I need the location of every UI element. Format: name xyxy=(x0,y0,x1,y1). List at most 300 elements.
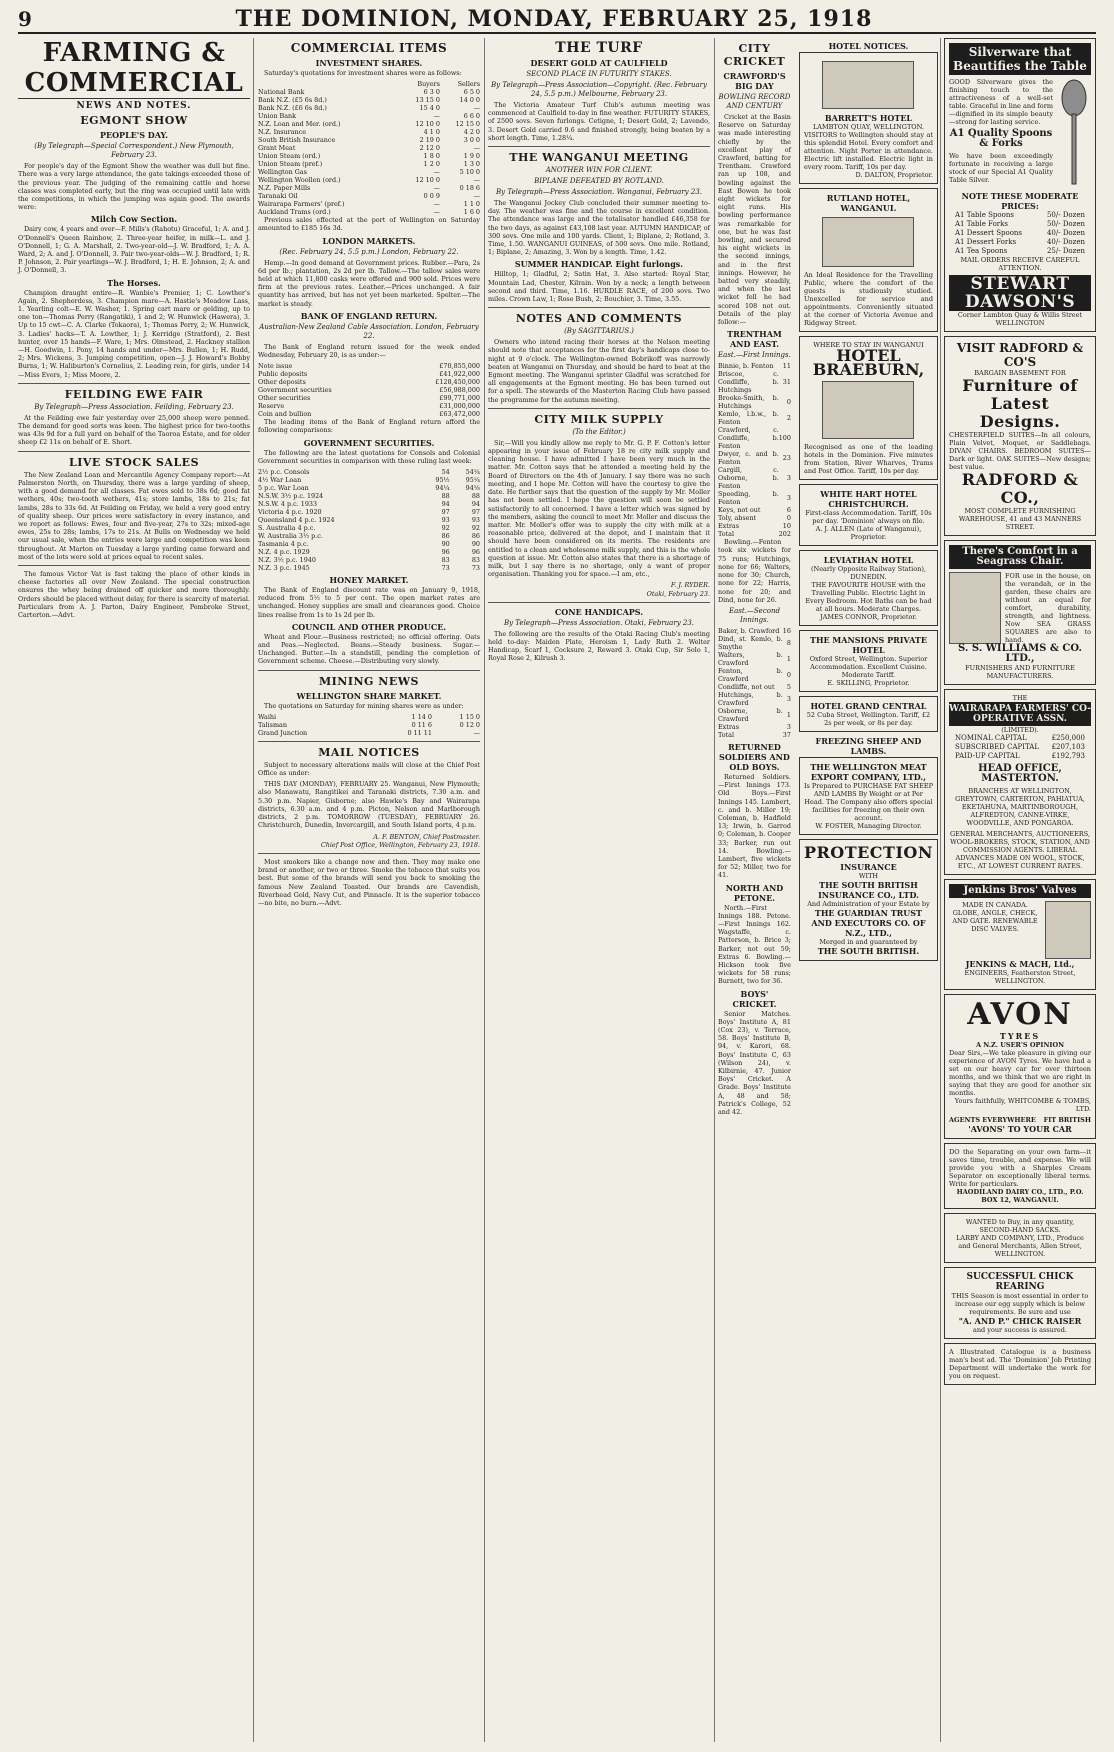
score-cell: Total xyxy=(718,530,735,539)
table-row xyxy=(258,394,480,402)
price-item-text: A1 Tea Spoons xyxy=(955,247,1008,255)
section-heading-hotels: HOTEL NOTICES. xyxy=(828,41,909,51)
govsec-cell: N.Z. 3½ p.c. 1940 xyxy=(258,556,316,565)
capital-item xyxy=(949,743,1091,752)
boe-cell: £63,472,000 xyxy=(439,410,480,419)
boe-cell: £99,771,000 xyxy=(439,394,480,403)
table-row xyxy=(718,466,791,490)
hotel-illustration xyxy=(822,61,914,109)
govsec-cell: 90 xyxy=(471,540,480,549)
article-byline: By Telegraph—Press Association—Copyright. (Rec. February 24, 5.5 p.m.) Melbourne, February 23. xyxy=(491,81,707,98)
capital-list xyxy=(949,734,1091,761)
score-cell: Crawford, c. Condliffe, b. Fenton xyxy=(718,426,779,451)
column-cricket xyxy=(718,38,938,1742)
price-item-text: A1 Table Forks xyxy=(955,220,1008,228)
table-row xyxy=(718,514,791,522)
article-text: The Victoria Amateur Turf Club's autumn meeting was commenced at Caulfield to-day in fine weather. FUTURITY STAKES, of 2500 sovs. Seven furlongs. Cetigne, 1; Desert Gold, 2; Lavendo, 3. Desert Gold carried 9.6 and finished strongly, being beaten by a short length. Time, 1.28¼. xyxy=(488,101,710,142)
investment-cell: 0 0 9 xyxy=(423,192,440,201)
govsec-cell: 97 xyxy=(471,508,480,517)
investment-cell: 15 4 0 xyxy=(419,104,440,113)
advert-mansions: THE MANSIONS PRIVATE HOTEL Oxford Street, Wellington. Superior Accommodation. Excellent Cuisine. Moderate Tariff. E. SKILLING, Proprietor. xyxy=(799,630,938,692)
score-cell: 10 xyxy=(782,522,791,531)
investment-cell: Grant Meat xyxy=(258,144,296,153)
table-row xyxy=(258,524,480,532)
mining-cell: 0 12 0 xyxy=(459,720,480,729)
article-byline: (By SAGITTARIUS.) xyxy=(564,327,634,336)
table-row xyxy=(718,723,791,731)
score-cell: Osborne, b. Crawford xyxy=(718,706,783,723)
article-byline: By Telegraph—Press Association. Otaki, February 23. xyxy=(503,618,695,627)
article-title-egmont: EGMONT SHOW xyxy=(80,114,188,128)
article-subtitle: (To the Editor.) xyxy=(572,427,626,436)
table-row xyxy=(258,96,480,104)
govsec-cell: 95¼ xyxy=(465,476,480,485)
table-row xyxy=(258,548,480,556)
section-subhead: GOVERNMENT SECURITIES. xyxy=(303,437,435,448)
investment-cell: 4 2 0 xyxy=(463,128,480,137)
article-text: THIS DAY (MONDAY), FEBRUARY 25. Wanganui, New Plymouth; also Manawatu, Rangitikei and Taranaki districts, 7.30 a.m. and 5.30 p.m. Napier, Gisborne; also Hawke's Bay and Wairarapa districts, 6.30 a.m. and 4 p.m. Picton, Nelson and Marlborough districts, 2 p.m. TOMORROW (TUESDAY), FEBRUARY 26. Christchurch, Dunedin, Invercargill, and South Island ports, 4 p.m. xyxy=(258,780,480,830)
article-title-commercial: COMMERCIAL ITEMS xyxy=(290,41,448,55)
hotel-illustration xyxy=(822,381,914,439)
govsec-cell: 2½ p.c. Consols xyxy=(258,468,310,477)
section-subhead: SUMMER HANDICAP. Eight furlongs. xyxy=(514,259,684,270)
article-title-cricket: CITY CRICKET xyxy=(723,42,786,68)
table-row xyxy=(258,476,480,484)
advert-chick-raiser: SUCCESSFUL CHICK REARING THIS Season is most essential in order to increase our egg supply which is below requirements. Be sure and use "A. AND P." CHICK RAISER and your success is assured. xyxy=(944,1267,1096,1339)
govsec-cell: 73 xyxy=(441,564,450,573)
govsec-cell: 94 xyxy=(471,500,480,509)
investment-cell: 1 3 0 xyxy=(463,160,480,169)
investment-cell: Taranaki Oil xyxy=(258,192,298,201)
table-row xyxy=(258,500,480,508)
table-row xyxy=(718,522,791,530)
investment-cell: Union Steam (pref.) xyxy=(258,160,323,169)
section-heading-farming: FARMING & COMMERCIAL xyxy=(18,38,250,99)
column-rule xyxy=(940,38,941,1742)
mining-table xyxy=(258,713,480,737)
table-row xyxy=(258,184,480,192)
advert-meat-export: THE WELLINGTON MEAT EXPORT COMPANY, LTD., Is Prepared to PURCHASE FAT SHEEP AND LAMBS By Weight or at Per Head. The Company also offers special facilities for freezing on their own account. W. FOSTER, Managing Director. xyxy=(799,757,938,835)
govsec-cell: 4½ War Loan xyxy=(258,476,302,485)
govsec-cell: 5 p.c. War Loan xyxy=(258,484,309,493)
masthead xyxy=(18,6,1096,34)
article-headline: CRAWFORD'S BIG DAY xyxy=(723,71,786,91)
investment-cell: 13 15 0 xyxy=(415,96,440,105)
column-rule xyxy=(253,38,254,1742)
column-rule xyxy=(484,38,485,1742)
table-row xyxy=(258,120,480,128)
table-row xyxy=(258,492,480,500)
boe-cell: Other securities xyxy=(258,394,311,403)
advert-radford: VISIT RADFORD & CO'S BARGAIN BASEMENT FOR Furniture of Latest Designs. CHESTERFIELD SUITES—In all colours, Plain Velvet, Moquet, or Saddlebags. DIVAN CHAIRS. BEDROOM SUITES—Dark or light. OAK SUITES—New designs; best value. RADFORD & CO., MOST COMPLETE FURNISHING WAREHOUSE, 41 and 43 MANNERS STREET. xyxy=(944,336,1096,536)
table-row xyxy=(258,200,480,208)
investment-cell: — xyxy=(433,208,440,217)
investment-cell: — xyxy=(433,200,440,209)
advert-barretts-hotel: BARRETT'S HOTEL LAMBTON QUAY, WELLINGTON. VISITORS to Wellington should stay at this splendid Hotel. Every comfort and attention. Night Porter in attendance. Electric lift installed. Electric light in every room. Tariff, 10s per day. D. DALTON, Proprietor. xyxy=(799,52,938,184)
investment-cell: — xyxy=(473,104,480,113)
boe-cell: Note issue xyxy=(258,362,293,371)
section-subhead: BANK OF ENGLAND RETURN. xyxy=(300,310,438,321)
investment-cell: Bank N.Z. (£5 6s 8d.) xyxy=(258,96,327,105)
investment-cell: N.Z. Loan and Mer. (ord.) xyxy=(258,120,341,129)
table-row xyxy=(718,651,791,667)
article-text: Senior Matches. Boys' Institute A, 81 (Cox 23), v. Terrace, 58. Boys' Institute B, 94, v. Karori, 68. Boys' Institute C, 63 (Wilson 24), v. Kilbirnie, 47. Junior Boys' Cricket. A Grade. Boys' Institute A, 48 and 58; Patrick's College, 52 and 42. xyxy=(718,1009,791,1117)
article-text: Owners who intend racing their horses at the Nelson meeting should note that acceptances for the first day's handicaps close to-night at 9 o'clock. The Wellington-owned Bobrikoff was narrowly beaten at Wanganui on Thursday, and should be hard to beat at the Egmont meeting. The Wanganui sprinter Gladful was scratched for all engagements at the Egmont meeting. He has been turned out for a spell. The stewards of the Masterton Racing Club have passed the programme for the autumn meeting. xyxy=(488,338,710,404)
section-kicker: NEWS AND NOTES. xyxy=(76,101,192,111)
section-subhead: HONEY MARKET. xyxy=(329,575,409,586)
advert-victor-vat: The famous Victor Vat is fast taking the place of other kinds in cheese factories all over New Zealand. The special construction ensures the whey being drained off quicker and more thoroughly. Orders should be placed without delay, for there is scarcity of material. Particulars from A. J. Parton, Dairy Engineer, Pembroke Street, Carterton.—Advt. xyxy=(18,569,250,619)
price-item-text: 50/- Dozen xyxy=(1046,211,1085,219)
price-item-text: A1 Dessert Forks xyxy=(955,238,1017,246)
table-row xyxy=(718,426,791,450)
table-row xyxy=(718,410,791,426)
table-row xyxy=(258,713,480,721)
paper-title: THE DOMINION, MONDAY, FEBRUARY 25, 1918 xyxy=(235,6,873,32)
price-item xyxy=(949,229,1091,238)
boe-cell: £41,922,000 xyxy=(439,370,480,379)
govsec-cell: 96 xyxy=(441,548,450,557)
boe-cell: £56,988,000 xyxy=(439,386,480,395)
table-header: Buyers Sellers xyxy=(417,80,480,89)
page-number: 9 xyxy=(18,7,32,31)
score-cell: Cargill, c. Osborne, b. Fenton xyxy=(718,466,779,491)
article-text: Dairy cow, 4 years and over—F. Mills's (Rahotu) Graceful, 1; A. and J. O'Donnell's Queen Rainbow, 2. Three-year heifer, in milk—L. and J. O'Donnell, 1; G. A. Marshall, 2. Two-year-old—J. W. Bradford, 1; A. A. Ward, 2; A. and J. O'Donnell, 3. Pair two-year-olds—W. J. Bradford, 1; R. P. Johnson, 2. Pair yearlings—W. J. Bradford, 1; H. E. Johnson, 2; A. and J. O'Donnell, 3. xyxy=(18,225,250,275)
mining-cell: Grand Junction xyxy=(258,728,308,737)
investment-cell: — xyxy=(433,112,440,121)
table-row xyxy=(718,506,791,514)
govsec-cell: Tasmania 4 p.c. xyxy=(258,540,309,549)
score-cell: 3 xyxy=(786,474,791,483)
price-item-text: 25/- Dozen xyxy=(1046,247,1085,255)
score-cell: 100 xyxy=(778,434,791,443)
capital-item-text: £207,103 xyxy=(1051,743,1085,751)
govsec-cell: Queensland 4 p.c. 1924 xyxy=(258,516,335,525)
boe-cell: £31,000,000 xyxy=(439,402,480,411)
score-cell: Keys, not out xyxy=(718,506,761,515)
advert-catalogue: A Illustrated Catalogue is a business man's best ad. The 'Dominion' Job Printing Department will undertake the work for you on request. xyxy=(944,1343,1096,1385)
investment-cell: 1 9 0 xyxy=(463,152,480,161)
article-text: The Bank of England return issued for the week ended Wednesday, February 20, is as under:— xyxy=(258,342,480,360)
govsec-cell: N.S.W. 3½ p.c. 1924 xyxy=(258,492,324,501)
mining-cell: Waihi xyxy=(258,712,277,721)
article-byline: (By Telegraph—Special Correspondent.) New Plymouth, February 23. xyxy=(34,142,234,160)
capital-item xyxy=(949,752,1091,761)
table-row xyxy=(258,721,480,729)
article-text: The following are the latest quotations for Consols and Colonial Government securities in comparison with those ruling last week: xyxy=(258,448,480,465)
boe-cell: Other deposits xyxy=(258,378,306,387)
mining-cell: 0 11 6 xyxy=(411,720,432,729)
advert-jenkins-valves: Jenkins Bros' Valves MADE IN CANADA. GLOBE, ANGLE, CHECK, AND GATE. RENEWABLE DISC VALVES. JENKINS & MACH, Ltd., ENGINEERS, Featherston Street, WELLINGTON. xyxy=(944,879,1096,990)
investment-cell: N.Z. Insurance xyxy=(258,128,306,137)
score-cell: Speeding, b. Fenton xyxy=(718,490,779,507)
article-subtitle: BIPLANE DEFEATED BY ROTLAND. xyxy=(534,177,664,186)
article-text: Hemp.—In good demand at Government prices. Rubber.—Para, 2s 6d per lb.; plantation, 2s 2d per lb. Tallow.—The tallow sales were held at which 11,800 casks were offered and 900 sold. Prices were firm at the previous rates. Leather.—Prices unchanged. A fair quantity has arrived, but has not yet been marketed. Spelter.—The market is steady. xyxy=(258,258,480,308)
investment-cell: Union Steam (ord.) xyxy=(258,152,321,161)
score-cell: Hutchings, b. Crawford xyxy=(718,690,783,707)
score-cell: 202 xyxy=(778,530,791,539)
article-text: Previous sales effected at the port of Wellington on Saturday amounted to £185 16s 3d. xyxy=(258,216,480,233)
price-item xyxy=(949,238,1091,247)
section-subhead: RETURNED SOLDIERS AND OLD BOYS. xyxy=(719,741,790,772)
signature: F. J. RYDER. xyxy=(670,581,710,590)
section-subhead: Milch Cow Section. xyxy=(90,214,178,225)
advert-stewart-dawson: Silverware that Beautifies the Table GOOD Silverware gives the finishing touch to the attractiveness of a well-set table. Graceful in line and form—dignified in its simple beauty—strong for lasting service. A1 Quality Spoons & Forks We have been exceedingly fortunate in receiving a large stock of our Special A1 Quality Table Silver. NOTE THESE MODERATE PRICES: A1 Table Spoons 50/- Dozen A1 Table Forks 50/- Dozen A1 Dessert Spoons 40/- Dozen A1 Dessert Forks 40/- Dozen A1 Tea Spoons 25/- Dozen MAIL ORDERS RECEIVE CAREFUL ATTENTION. STEWART DAWSON'S Corner Lambton Quay & Willis Street WELLINGTON xyxy=(944,38,1096,332)
table-row xyxy=(258,168,480,176)
table-row xyxy=(258,468,480,476)
boe-cell: Reserve xyxy=(258,402,285,411)
table-row xyxy=(718,683,791,691)
article-text: Returned Soldiers.—First Innings 173. Old Boys.—First Innings 145. Lambert, c. and b. Miller 19; Coleman, b. Hadfield 13; Irwin, b. Garrod 0; Coleman, b. Cooper 33; Barker, run out 14. Bowling.—Lambert, five wickets for 52; Miller, two for 41. xyxy=(718,772,791,880)
investment-cell: National Bank xyxy=(258,88,305,97)
table-row xyxy=(258,564,480,572)
article-byline: By Telegraph—Press Association. Feilding, February 23. xyxy=(34,402,234,411)
table-row xyxy=(718,394,791,410)
govsec-cell: N.Z. 4 p.c. 1929 xyxy=(258,548,310,557)
govsec-table xyxy=(258,468,480,572)
investment-cell: 6 5 0 xyxy=(463,88,480,97)
score-cell: 3 xyxy=(786,694,791,703)
investment-cell: 1 8 0 xyxy=(423,152,440,161)
table-row xyxy=(258,532,480,540)
investment-cell: 3 0 0 xyxy=(463,136,480,145)
score-cell: Brooke-Smith, b. Hutchings xyxy=(718,394,779,411)
table-row xyxy=(258,378,480,386)
article-text: Sir,—Will you kindly allow me reply to Mr. G. P. F. Cotton's letter appearing in your issue of February 18 re city milk supply and cleaning house. I have admitted I have been very much in the matter. Mr. Cotton says that he attended a meeting held by the Board of Directors on the 4th of January. I say there was no such meeting, and I hope Mr. Cotton will have the courtesy to give the date. He further says that the question of the supply by Mr. Moller has not been settled. I hope the question will soon be settled satisfactorily to all concerned. I have a letter which was signed by the members, asking the council to meet Mr. Moller and discuss the matter. Mr. Moller's offer was to supply the city with milk at a reasonable price, delivered at the depot, and I maintain that it should have been considered on its merits. The residents are entitled to a clean and wholesome milk supply, and this is the whole question at issue. Mr. Cotton also states that there is a shortage of milk, but I say there is no shortage, only a want of proper organisation. Thanking you for space.—I am, etc., xyxy=(488,438,710,579)
score-cell: Dwyer, c. and b. Fenton xyxy=(718,450,779,467)
govsec-cell: 93 xyxy=(471,516,480,525)
score-cell: 0 xyxy=(786,514,791,523)
article-title-mail: MAIL NOTICES xyxy=(318,745,420,759)
price-list xyxy=(949,211,1091,256)
price-item-text: 40/- Dozen xyxy=(1046,229,1085,237)
price-item xyxy=(949,211,1091,220)
table-row xyxy=(718,707,791,723)
column-adverts xyxy=(944,38,1096,1742)
article-subtitle: BOWLING RECORD AND CENTURY xyxy=(718,93,791,110)
section-subhead: FREEZING SHEEP AND LAMBS. xyxy=(815,736,922,756)
advert-braeburn-hotel: WHERE TO STAY IN WANGANUI HOTEL BRAEBURN, Recognised as one of the leading hotels in the Dominion. Five minutes from Station, River Wharves, Trams and Post Office. Tariff, 10s per day. xyxy=(799,336,938,480)
article-text: Wheat and Flour.—Business restricted; no official offering. Oats and Peas.—Neglected. Beans.—Steady business. Sugar.—Unchanged. Butter.—In a standstill, pending the completion of Government scheme. Cheese.—Distributing very slowly. xyxy=(258,632,480,666)
table-row xyxy=(258,508,480,516)
signature: A. F. BENTON, Chief Postmaster. xyxy=(373,832,480,841)
table-row xyxy=(718,691,791,707)
investment-cell: 12 10 0 xyxy=(415,120,440,129)
capital-item-text: £250,000 xyxy=(1051,734,1085,742)
article-title-turf: THE TURF xyxy=(555,40,643,56)
article-subtitle: PEOPLE'S DAY. xyxy=(99,130,169,141)
table-row xyxy=(258,192,480,200)
govsec-cell: 94¼ xyxy=(435,484,450,493)
score-cell: 8 xyxy=(786,638,791,647)
table-row xyxy=(258,104,480,112)
investment-cell: 6 3 0 xyxy=(423,88,440,97)
investment-cell: 2 19 0 xyxy=(419,136,440,145)
section-subhead: COUNCIL AND OTHER PRODUCE. xyxy=(291,621,447,632)
govsec-cell: N.S.W. 4 p.c. 1933 xyxy=(258,500,318,509)
article-text: The Wanganui Jockey Club concluded their summer meeting to-day. The weather was fine and the course in excellent condition. The attendance was large and the totalisator handled £46,358 for the two days, as against £43,108 last year. AUTUMN HANDICAP, of 300 sovs. One mile and 100 yards. Client, 1; Biplane, 2; Rotland, 3. Time, 1.50. WANGANUI GUINEAS, of 500 sovs. One mile. Rotland, 1; Biplane, 2; Amazing, 3. Won by a length. Time, 1.42. xyxy=(488,199,710,257)
score-cell: 37 xyxy=(782,730,791,739)
article-title-livestock: LIVE STOCK SALES xyxy=(68,455,200,469)
table-row xyxy=(718,362,791,370)
mining-cell: 1 14 0 xyxy=(411,712,432,721)
section-subhead: INVESTMENT SHARES. xyxy=(315,58,423,68)
investment-cell: Union Bank xyxy=(258,112,297,121)
score-cell: Extras xyxy=(718,722,739,731)
table-row xyxy=(258,556,480,564)
investment-cell: Wellington Gas xyxy=(258,168,307,177)
advert-protection-insurance: PROTECTION INSURANCE WITH THE SOUTH BRITISH INSURANCE CO., LTD. And Administration of your Estate by THE GUARDIAN TRUST AND EXECUTORS CO. OF N.Z., LTD., Merged in and guaranteed by THE SOUTH BRITISH. xyxy=(799,839,938,961)
advert-rutland-hotel: RUTLAND HOTEL, WANGANUI. An Ideal Residence for the Travelling Public, where the comfort of the guests is studiously studied. Unexcelled for service and appointments. Conveniently situated at the corner of Victoria Avenue and Ridgway Street. xyxy=(799,188,938,332)
article-text: The following are the results of the Otaki Racing Club's meeting held to-day: Maiden Plate, Heroism 1, Lady Ruth 2. Welter Handicap, Scarf 1, Cocksure 2, Reward 3. Otaki Cup, Sir Solo 1, Royal Rose 2, Kilrush 3. xyxy=(488,629,710,663)
article-headline: DESERT GOLD AT CAULFIELD xyxy=(530,58,668,68)
article-text: The Bank of England discount rate was on January 9, 1918, reduced from 5½ to 5 per cent. The open market rates are unchanged. Honey supplies are small and clearances good. Choice lines realise from 1s to 1s 2d per lb. xyxy=(258,586,480,619)
article-text: Subject to necessary alterations mails will close at the Chief Post Office as under: xyxy=(258,760,480,778)
score-cell: 0 xyxy=(786,398,791,407)
investment-cell: 1 1 0 xyxy=(463,200,480,209)
table-row xyxy=(718,490,791,506)
price-item xyxy=(949,247,1091,256)
section-subhead: BOYS' CRICKET. xyxy=(732,988,777,1009)
score-cell: 16 xyxy=(782,626,791,635)
score-cell: 1 xyxy=(786,710,791,719)
investment-cell: — xyxy=(473,176,480,185)
score-cell: 3 xyxy=(786,494,791,503)
section-subhead: TRENTHAM AND EAST. xyxy=(727,329,782,350)
score-cell: 31 xyxy=(782,378,791,387)
scorecard-second xyxy=(718,627,791,739)
score-cell: 2 xyxy=(786,414,791,423)
investment-cell: 5 10 0 xyxy=(459,168,480,177)
investment-cell: 1 6 0 xyxy=(463,208,480,217)
article-text: Champion draught entire—R. Wanbie's Premier, 1; C. Lowther's Again, 2. Shepherdess, 3. Champion mare—A. Hastie's Meadow Lass, 1. Yearling colt—E. W. Washer, 1. Spring cart mare or gelding, up to one ton—Thomas Perry (Rangatiki), 1 and 2; W. Hunwick (Hawera), 3. Up to 15 cwt—C. A. Clarke (Tokaora), 1; Thomas Perry, 2; W. Hunwick, 3. Ladies' hacks—T. A. Lowther, 1; J. Kerridge (Stratford), 2. Best hunter, over 15 hands—F. Ware, 1; Mrs. Olmstead, 2. Hackney stallion—H. Goodwin, 1. Pony, 14 hands and under—Mrs. Bullen, 1; H. Rudd, 2; Mrs. Wickens, 3. Jumping competition, open—J. J. Howard's Bobby Burns, 1; W. Haliburton's Cornelius, 2. Leading rein, for girls, under 14—Miss Evers, 1; Miss Moore, 2. xyxy=(18,288,250,379)
article-text: Bowling.—Fenton took six wickets for 75 runs; Hutchings, none for 66; Walters, none for 30; Church, none for 22; Harris, none for 20; and Dind, none for 26. xyxy=(718,538,791,604)
investment-cell: Auckland Trams (ord.) xyxy=(258,208,331,217)
table-row xyxy=(258,729,480,737)
investment-cell: 4 1 0 xyxy=(423,128,440,137)
table-row xyxy=(718,530,791,538)
boe-cell: Public deposits xyxy=(258,370,308,379)
table-row xyxy=(258,176,480,184)
signature-place: Otaki, February 23. xyxy=(646,589,710,598)
table-row xyxy=(258,386,480,394)
investment-cell: — xyxy=(433,168,440,177)
advert-grand-central: HOTEL GRAND CENTRAL 52 Cuba Street, Wellington. Tariff, £2 2s per week, or 8s per day. xyxy=(799,696,938,732)
govsec-cell: Victoria 4 p.c. 1920 xyxy=(258,508,322,517)
govsec-cell: N.Z. 3 p.c. 1945 xyxy=(258,564,310,573)
investment-cell: 1 2 0 xyxy=(423,160,440,169)
price-item-text: 40/- Dozen xyxy=(1046,238,1085,246)
table-row xyxy=(718,450,791,466)
price-item xyxy=(949,220,1091,229)
article-title-wanganui: THE WANGANUI MEETING xyxy=(509,151,689,165)
investment-cell: 0 18 6 xyxy=(459,184,480,193)
table-row xyxy=(258,516,480,524)
score-cell: Binnie, b. Fenton xyxy=(718,362,774,371)
table-row xyxy=(718,667,791,683)
advert-tobacco: Most smokers like a change now and then. They may make one brand or another, or two or three. Smoke the tobacco that suits you best. But some of the brands will send you back to smoking the famous New Zealand Toasted. Our brands are Cavendish, Riverhead Gold, Navy Cut, and Pinnacle. It is the superior tobacco—no bite, no burn.—Advt. xyxy=(258,857,480,907)
score-cell: 0 xyxy=(786,670,791,679)
investment-cell: — xyxy=(473,192,480,201)
article-title-mining: MINING NEWS xyxy=(318,674,420,688)
article-text: At the Feilding ewe fair yesterday over 25,000 sheep were penned. The demand for good sorts was keen. The highest price for two-tooths was 43s 9d for a full yard on behalf of the Taoroa Estate, and for older sheep £2 11s on behalf of E. Short. xyxy=(18,413,250,447)
score-cell: Briscoe, c. Condliffe, b. Hutchings xyxy=(718,370,779,395)
signature-place: Chief Post Office, Wellington, February 23, 1918. xyxy=(320,840,480,849)
govsec-cell: 97 xyxy=(441,508,450,517)
table-row xyxy=(258,88,480,96)
column-turf xyxy=(488,38,710,1742)
table-row xyxy=(258,128,480,136)
article-title-feilding: FEILDING EWE FAIR xyxy=(64,387,204,401)
table-row xyxy=(258,362,480,370)
section-subhead: WELLINGTON SHARE MARKET. xyxy=(296,690,442,701)
article-byline: (Rec. February 24, 5.5 p.m.) London, February 22. xyxy=(279,247,459,256)
capital-item-text: NOMINAL CAPITAL xyxy=(955,734,1027,742)
spoon-icon xyxy=(1057,78,1091,188)
table-row xyxy=(718,635,791,651)
column-commercial xyxy=(258,38,480,1742)
govsec-cell: 86 xyxy=(441,532,450,541)
table-row xyxy=(258,136,480,144)
govsec-cell: 94 xyxy=(441,500,450,509)
govsec-cell: 92 xyxy=(441,524,450,533)
article-text: For people's day of the Egmont Show the weather was dull but fine. There was a very large attendance, the gate takings exceeded those of the previous year. The judging of the remaining cattle and horse classes was completed early, but the ring was occupied until late with the competitions, in which the jumping was again good. The awards were: xyxy=(18,162,250,212)
article-byline: Australian-New Zealand Cable Association. London, February 22. xyxy=(259,322,479,340)
score-cell: Kemlo, l.b.w., b. Fenton xyxy=(718,410,779,427)
govsec-cell: 93 xyxy=(441,516,450,525)
table-row xyxy=(258,540,480,548)
investment-cell: Bank N.Z. (£6 6s 8d.) xyxy=(258,104,327,113)
advert-wairarapa-farmers: THE WAIRARAPA FARMERS' CO-OPERATIVE ASSN. (LIMITED). NOMINAL CAPITAL £250,000 SUBSCRIBED CAPITAL £207,103 PAID-UP CAPITAL £192,793 HEAD OFFICE, MASTERTON. BRANCHES AT WELLINGTON, GREYTOWN, CARTERTON, PAHIATUA, EKETAHUNA, MARTINBOROUGH, ALFREDTON, CANNE-VIRKE, WOODVILLE, AND PONGAROA. GENERAL MERCHANTS, AUCTIONEERS, WOOL-BROKERS, STOCK, STATION, AND COMMISSION AGENTS. LIBERAL ADVANCES MADE ON WOOL, STOCK, ETC., AT LOWEST CURRENT RATES. xyxy=(944,689,1096,875)
mining-cell: 0 11 11 xyxy=(407,728,432,737)
govsec-cell: W. Australia 3½ p.c. xyxy=(258,532,323,541)
capital-item-text: £192,793 xyxy=(1051,752,1085,760)
score-cell: Extras xyxy=(718,522,739,531)
article-text: The New Zealand Loan and Mercantile Agency Company report:—At Palmerston North, on Thursday, there was a large yarding of sheep, with a good demand for all classes. Fat ewes sold to 38s 6d; good fat wethers, 40s; two-tooth wethers, 41s; store lambs, 18s to 21s; fat lambs, 28s to 33s 6d. At Feilding on Friday, we held a very good entry of quality sheep. Our prices were satisfactory in every instance, and we report as follows: Ewes, four and five-year, 27s to 32s; mixed-age ewes, 25s to 28s; lambs, 17s to 21s. At Bulls on Wednesday we held our usual sale, when the entries were large and competition was keen throughout. At Marton on Tuesday a large yarding came forward and most of the lots were sold at prices equal to recent sales. xyxy=(18,470,250,561)
govsec-cell: 96 xyxy=(471,548,480,557)
table-row xyxy=(718,731,791,739)
table-row xyxy=(258,144,480,152)
score-cell: Walters, b. Crawford xyxy=(718,650,783,667)
article-subtitle: SECOND PLACE IN FUTURITY STAKES. xyxy=(526,70,672,78)
govsec-cell: 88 xyxy=(471,492,480,501)
govsec-cell: 73 xyxy=(471,564,480,573)
scorecard-east xyxy=(718,362,791,538)
score-cell: 11 xyxy=(782,362,791,371)
advert-seagrass-chair: There's Comfort in a Seagrass Chair. FOR use in the house, on the verandah, or in the garden, these chairs are without an equal for comfort, durability, strength, and lightness. Now SEA GRASS SQUARES are also to hand. S. S. WILLIAMS & CO. LTD., FURNISHERS AND FURNITURE MANUFACTURERS. xyxy=(944,540,1096,685)
govsec-cell: 90 xyxy=(441,540,450,549)
article-byline: By Telegraph—Press Association. Wanganui, February 23. xyxy=(496,188,702,197)
boe-cell: Coin and bullion xyxy=(258,410,312,419)
mining-cell: Talisman xyxy=(258,720,287,729)
table-row xyxy=(258,370,480,378)
price-item-text: A1 Dessert Spoons xyxy=(955,229,1023,237)
govsec-cell: 95½ xyxy=(435,476,450,485)
capital-item-text: PAID-UP CAPITAL xyxy=(955,752,1020,760)
score-cell: Condliffe, not out xyxy=(718,682,775,691)
govsec-cell: 83 xyxy=(441,556,450,565)
table-row xyxy=(258,484,480,492)
mining-cell: — xyxy=(473,728,480,737)
govsec-cell: 54 xyxy=(441,468,450,477)
govsec-cell: 88 xyxy=(441,492,450,501)
advert-avon-tyres: AVON TYRES A N.Z. USER'S OPINION Dear Sirs,—We take pleasure in giving our experience of AVON Tyres. We have had a set on our heavy car for over thirteen months, and we think that we are right in saying that they are good for another six months. Yours faithfully, WHITCOMBE & TOMBS, LTD. AGENTS EVERYWHERE FIT BRITISH 'AVONS' TO YOUR CAR xyxy=(944,994,1096,1139)
score-cell: 5 xyxy=(786,682,791,691)
boe-table xyxy=(258,362,480,418)
advert-sacks: WANTED to Buy, in any quantity, SECOND-HAND SACKS. LARBY AND COMPANY, LTD., Produce and General Merchants, Allen Street, WELLINGTON. xyxy=(944,1213,1096,1263)
boe-cell: Government securities xyxy=(258,386,332,395)
price-item-text: 50/- Dozen xyxy=(1046,220,1085,228)
hotel-illustration xyxy=(822,217,914,267)
